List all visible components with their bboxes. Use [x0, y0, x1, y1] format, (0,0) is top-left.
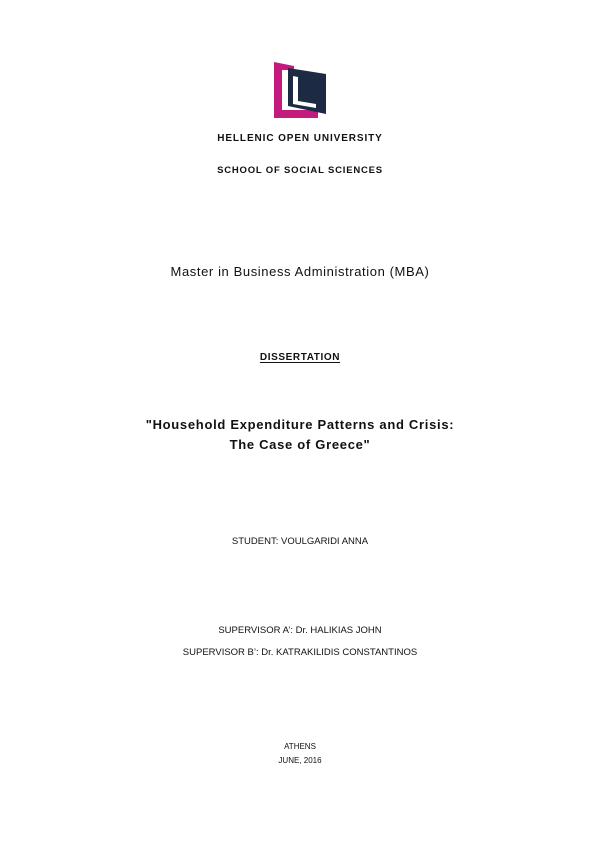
dissertation-title-line-1: "Household Expenditure Patterns and Crisis: [145, 417, 455, 432]
date: JUNE, 2016 [278, 756, 322, 765]
supervisor-b: SUPERVISOR B’: Dr. KATRAKILIDIS CONSTANTINOS [182, 647, 418, 658]
student-name: STUDENT: VOULGARIDI ANNA [231, 536, 369, 547]
document-type [0, 352, 600, 363]
university-name: HELLENIC OPEN UNIVERSITY [217, 133, 383, 144]
program-name: Master in Business Administration (MBA) [170, 264, 430, 279]
dissertation-title-line-2: The Case of Greece" [229, 437, 371, 452]
hellenic-open-university-logo-icon [274, 62, 326, 118]
school-name: SCHOOL OF SOCIAL SCIENCES [217, 165, 383, 176]
document-type-label: DISSERTATION [259, 352, 341, 363]
supervisor-a: SUPERVISOR A’: Dr. HALIKIAS JOHN [218, 625, 382, 636]
city: ATHENS [284, 742, 316, 751]
